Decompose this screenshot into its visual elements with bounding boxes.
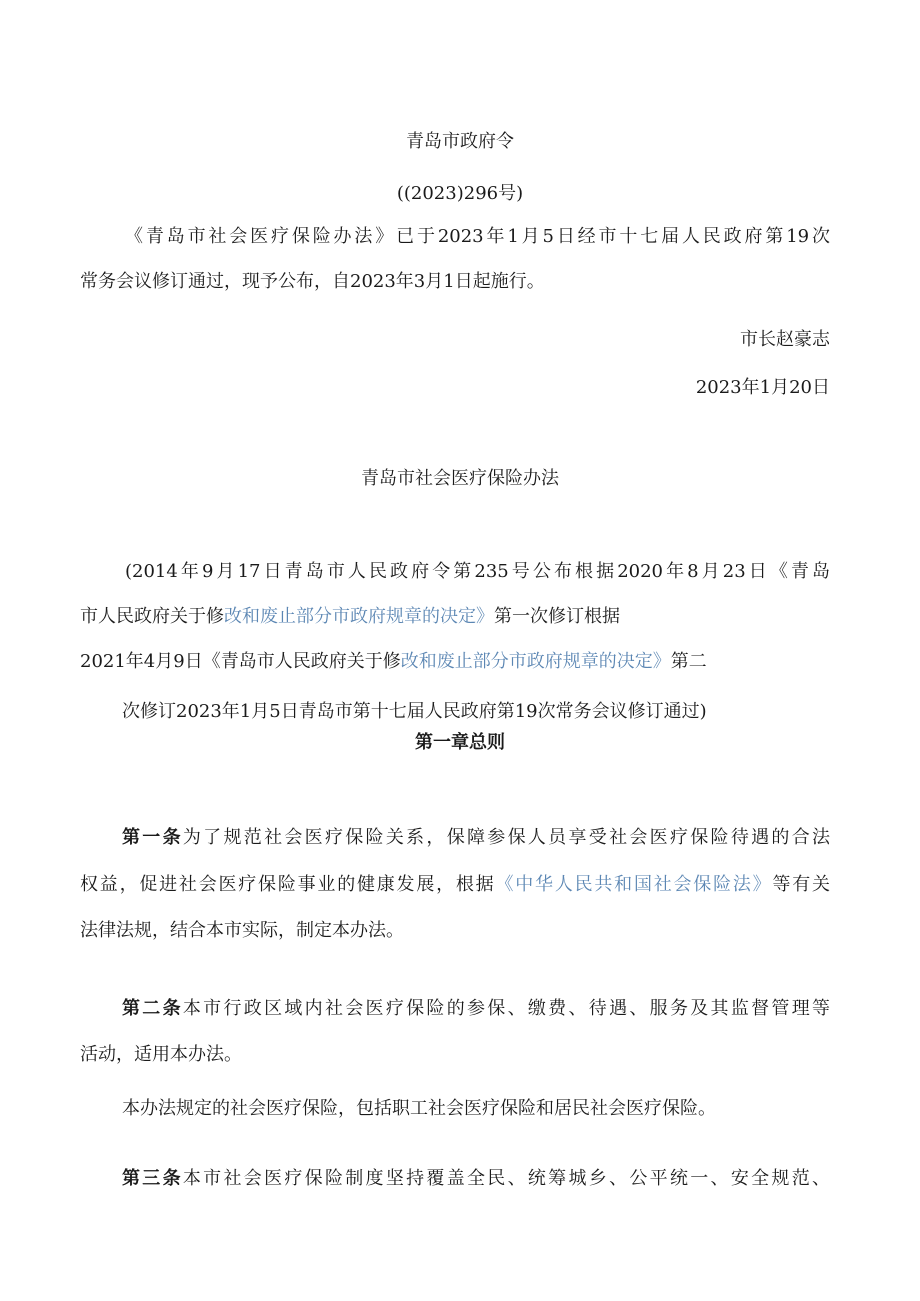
announcement-line-1: 《青岛市社会医疗保险办法》已于2023年1月5日经市十七届人民政府第19次 <box>125 226 830 247</box>
history-line-3-tail: 第二 <box>670 651 707 672</box>
chapter-heading: 第一章总则 <box>415 732 505 753</box>
article-1-line-1 <box>122 826 830 850</box>
announcement-line-2: 常务会议修订通过，现予公布，自2023年3月1日起施行。 <box>80 271 545 292</box>
article-1-line-3: 法律法规，结合本市实际，制定本办法。 <box>80 920 404 941</box>
history-line-3 <box>80 650 707 674</box>
article-2-paragraph-2: 本办法规定的社会医疗保险，包括职工社会医疗保险和居民社会医疗保险。 <box>122 1098 716 1119</box>
order-title: 青岛市政府令 <box>406 131 514 152</box>
order-date: 2023年1月20日 <box>695 377 830 398</box>
decision-link[interactable]: 改和废止部分市政府规章的决定》 <box>400 651 671 672</box>
history-line-2-text: 市人民政府关于修 <box>80 606 224 627</box>
decision-link[interactable]: 改和废止部分市政府规章的决定》 <box>224 606 494 627</box>
social-insurance-law-link[interactable]: 《中华人民共和国社会保险法》 <box>495 874 773 895</box>
article-1-line-2 <box>80 873 830 897</box>
article-1-text: 为了规范社会医疗保险关系，保障参保人员享受社会医疗保险待遇的合法 <box>182 827 831 848</box>
regulation-title: 青岛市社会医疗保险办法 <box>361 468 559 489</box>
article-2-label: 第二条 <box>122 998 183 1019</box>
article-2-line-1 <box>122 997 830 1021</box>
history-line-2-tail: 第一次修订根据 <box>494 606 620 627</box>
article-3-label: 第三条 <box>122 1168 183 1189</box>
signer: 市长赵豪志 <box>740 329 830 350</box>
article-1-label: 第一条 <box>122 827 183 848</box>
history-line-1: (2014年9月17日青岛市人民政府令第235号公布根据2020年8月23日《青岛 <box>125 561 830 582</box>
article-3-line-1 <box>122 1167 830 1191</box>
article-1-line-2-tail: 等有关 <box>772 874 831 895</box>
article-2-line-2: 活动，适用本办法。 <box>80 1044 242 1065</box>
order-number: ((2023)296号) <box>396 183 524 204</box>
article-1-line-2-text: 权益，促进社会医疗保险事业的健康发展，根据 <box>80 874 496 895</box>
article-2-text: 本市行政区域内社会医疗保险的参保、缴费、待遇、服务及其监督管理等 <box>182 998 831 1019</box>
history-line-4: 次修订2023年1月5日青岛市第十七届人民政府第19次常务会议修订通过) <box>122 701 707 722</box>
history-line-3-text: 2021年4月9日《青岛市人民政府关于修 <box>80 651 401 672</box>
article-3-text: 本市社会医疗保险制度坚持覆盖全民、统筹城乡、公平统一、安全规范、 <box>182 1168 831 1189</box>
history-line-2 <box>80 605 620 629</box>
